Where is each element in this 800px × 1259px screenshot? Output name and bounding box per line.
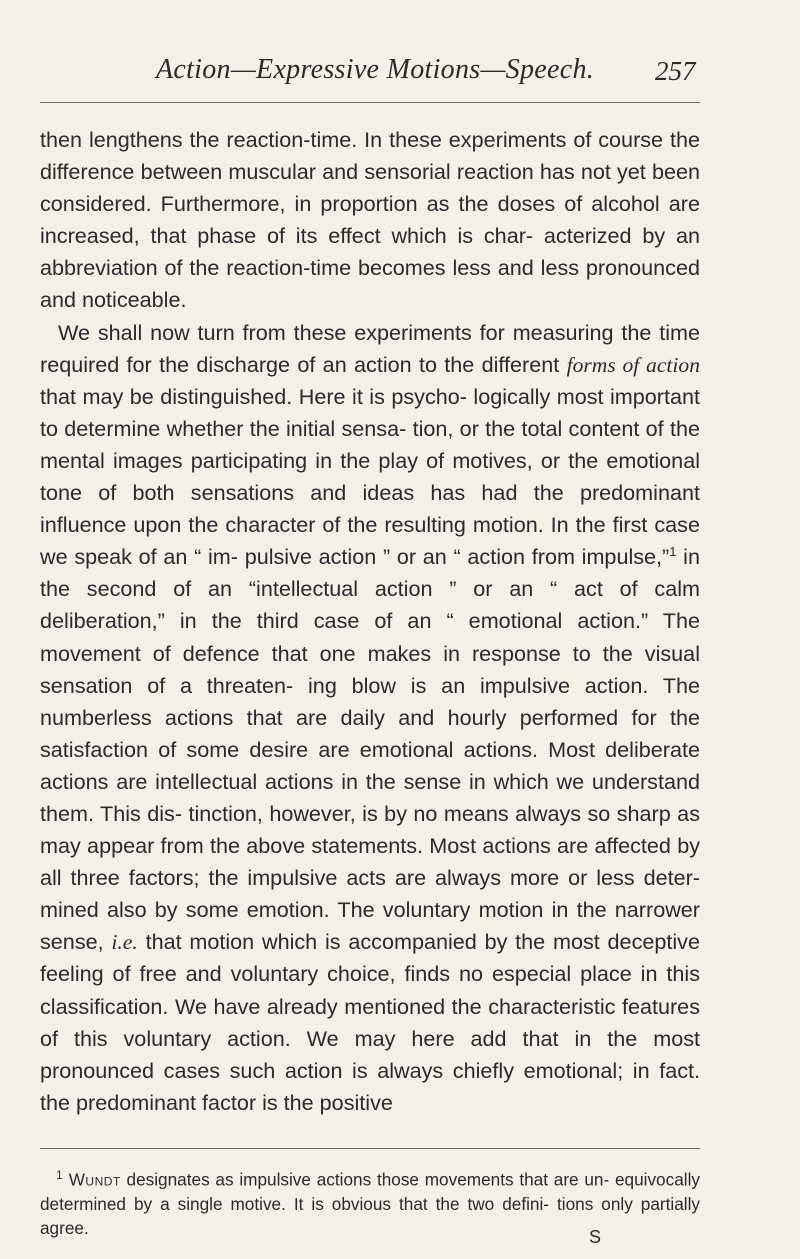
paragraph-1: then lengthens the reaction-time. In these experiments of course the difference between muscular and sensorial reaction has not yet been considered. Furthermore, in proportion as the doses of alcohol are increased, that phase of its effect which is char- acterized by an abbreviation of the reaction-time becomes less and less pronounced and noticeable. <box>40 127 700 313</box>
footnote-divider <box>40 1148 700 1149</box>
main-text <box>40 124 700 1119</box>
page-number: 257 <box>655 56 696 86</box>
paragraph-2-part-a: We shall now turn from these experiments for measuring the time required for the discharge of an action to the different <box>40 319 700 377</box>
italic-forms-of-action: forms of action <box>566 352 700 377</box>
signature-mark: S <box>589 1227 602 1247</box>
footnote-author: Wundt <box>68 1169 121 1190</box>
paragraph-2-part-c: in the second of an “intellectual action ” or an “ act of calm deliberation,” in the third case of an “ emotional action.” The movement of defence that one makes in response to the visual sensation of a threaten- ing blow is an impulsive action. The numberless actions that are daily and hourly performed for the satisfaction of some desire are emotional actions. Most deliberate actions are intellectual actions in the sense in which we understand them. This dis- tinction, however, is by no means always so sharp as may appear from the above statements. Most actions are affected by all three factors; the impulsive acts are always more or less deter- mined also by some emotion. The voluntary motion in the narrower sense, <box>40 544 700 955</box>
paragraph-2-part-d: that motion which is accompanied by the most deceptive feeling of free and voluntary choice, finds no especial place in this classification. We have already mentioned the characteristic features of this voluntary action. We may here add that in the most pronounced cases such action is always chiefly emotional; in fact. the predominant factor is the positive <box>40 929 700 1115</box>
paragraph-2 <box>40 317 700 1119</box>
paragraph-2-part-b: that may be distinguished. Here it is psycho- logically most important to determine whether the initial sensa- tion, or the total content of the mental images participating in the play of motives, or the emotional tone of both sensations and ideas has had the predominant influence upon the character of the resulting motion. In the first case we speak of an “ im- pulsive action ” or an “ action from impulse,” <box>40 383 700 570</box>
footnote-reference[interactable]: 1 <box>669 544 677 560</box>
italic-ie: i.e. <box>111 930 138 955</box>
header-divider <box>40 102 700 103</box>
running-title: Action—Expressive Motions—Speech. <box>155 54 595 85</box>
footnote-text: designates as impulsive actions those movements that are un- equivocally determined by a single motive. It is obvious that the two defini- tions only partially agree. <box>40 1169 700 1238</box>
footnote-number: 1 <box>56 1168 63 1182</box>
